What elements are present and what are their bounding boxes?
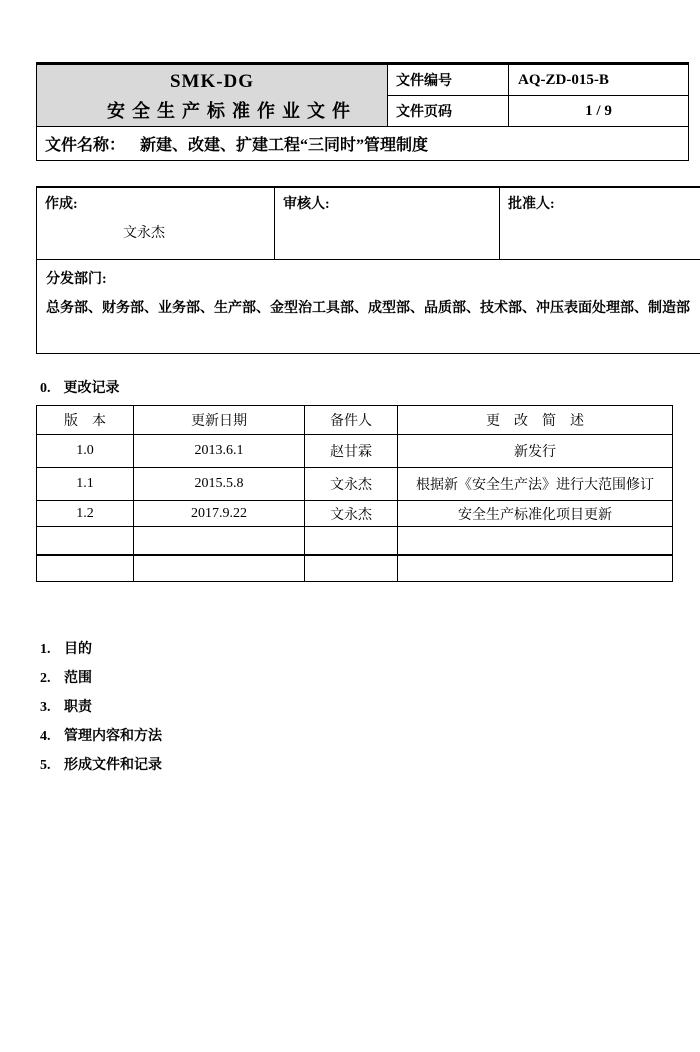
toc-item-records [36,751,668,780]
page-number-label: 文件页码 [388,96,509,127]
document-page [36,62,668,780]
toc-item-number: 1. [40,635,64,664]
table-row-empty [37,555,673,582]
doc-type-title: 安全生产标准作业文件 [37,97,387,125]
toc-item-number: 3. [40,693,64,722]
approval-table [36,186,700,354]
page-number-value: 1 / 9 [509,96,689,127]
change-record-header-row [37,406,673,435]
cell-update-date: 2015.5.8 [134,468,305,501]
reviewer-cell [275,187,500,260]
table-row [37,468,673,501]
cell-summary: 安全生产标准化项目更新 [398,501,673,527]
cell-person: 文永杰 [305,501,398,527]
distribution-departments: 总务部、财务部、业务部、生产部、金型治工具部、成型部、品质部、技术部、冲压表面处理部、制造部 [46,294,700,323]
org-code: SMK-DG [37,67,387,97]
header-table [36,62,689,161]
toc-item-label: 目的 [64,642,92,657]
cell-person: 文永杰 [305,468,398,501]
cell-person [305,555,398,582]
cell-version: 1.2 [37,501,134,527]
table-row [37,435,673,468]
toc-item-label: 形成文件和记录 [64,758,162,773]
toc-item-management [36,722,668,751]
column-header-summary: 更 改 简 述 [398,406,673,435]
cell-update-date [134,527,305,556]
cell-version [37,555,134,582]
cell-update-date: 2017.9.22 [134,501,305,527]
table-row [37,501,673,527]
table-row-empty [37,527,673,556]
doc-name: 新建、改建、扩建工程“三同时”管理制度 [140,137,428,154]
author-label: 作成: [45,193,266,213]
cell-summary [398,527,673,556]
approver-cell [500,187,700,260]
toc-item-number: 4. [40,722,64,751]
approver-label: 批准人: [508,193,700,213]
cell-version: 1.1 [37,468,134,501]
change-record-heading-label: 更改记录 [64,381,120,396]
doc-name-label: 文件名称： [45,137,125,154]
cell-summary [398,555,673,582]
distribution-cell [37,260,700,354]
toc-item-responsibility [36,693,668,722]
cell-version [37,527,134,556]
change-record-heading [36,380,668,398]
toc-item-label: 职责 [64,700,92,715]
doc-name-cell [37,127,689,161]
toc-item-number: 2. [40,664,64,693]
cell-person: 赵甘霖 [305,435,398,468]
table-of-contents [36,635,668,780]
toc-item-number: 5. [40,751,64,780]
author-cell [37,187,275,260]
org-title-cell [37,64,388,127]
cell-summary: 根据新《安全生产法》进行大范围修订 [398,468,673,501]
doc-number-label: 文件编号 [388,64,509,96]
reviewer-label: 审核人: [283,193,491,213]
cell-summary: 新发行 [398,435,673,468]
change-record-table [36,405,673,582]
change-record-heading-number: 0. [40,381,51,396]
cell-update-date: 2013.6.1 [134,435,305,468]
column-header-version: 版 本 [37,406,134,435]
toc-item-label: 范围 [64,671,92,686]
distribution-label: 分发部门: [46,265,700,294]
cell-person [305,527,398,556]
toc-item-purpose [36,635,668,664]
column-header-update-date: 更新日期 [134,406,305,435]
author-name: 文永杰 [123,222,266,242]
cell-update-date [134,555,305,582]
toc-item-scope [36,664,668,693]
doc-number-value: AQ-ZD-015-B [509,64,689,96]
column-header-person: 备件人 [305,406,398,435]
toc-item-label: 管理内容和方法 [64,729,162,744]
cell-version: 1.0 [37,435,134,468]
